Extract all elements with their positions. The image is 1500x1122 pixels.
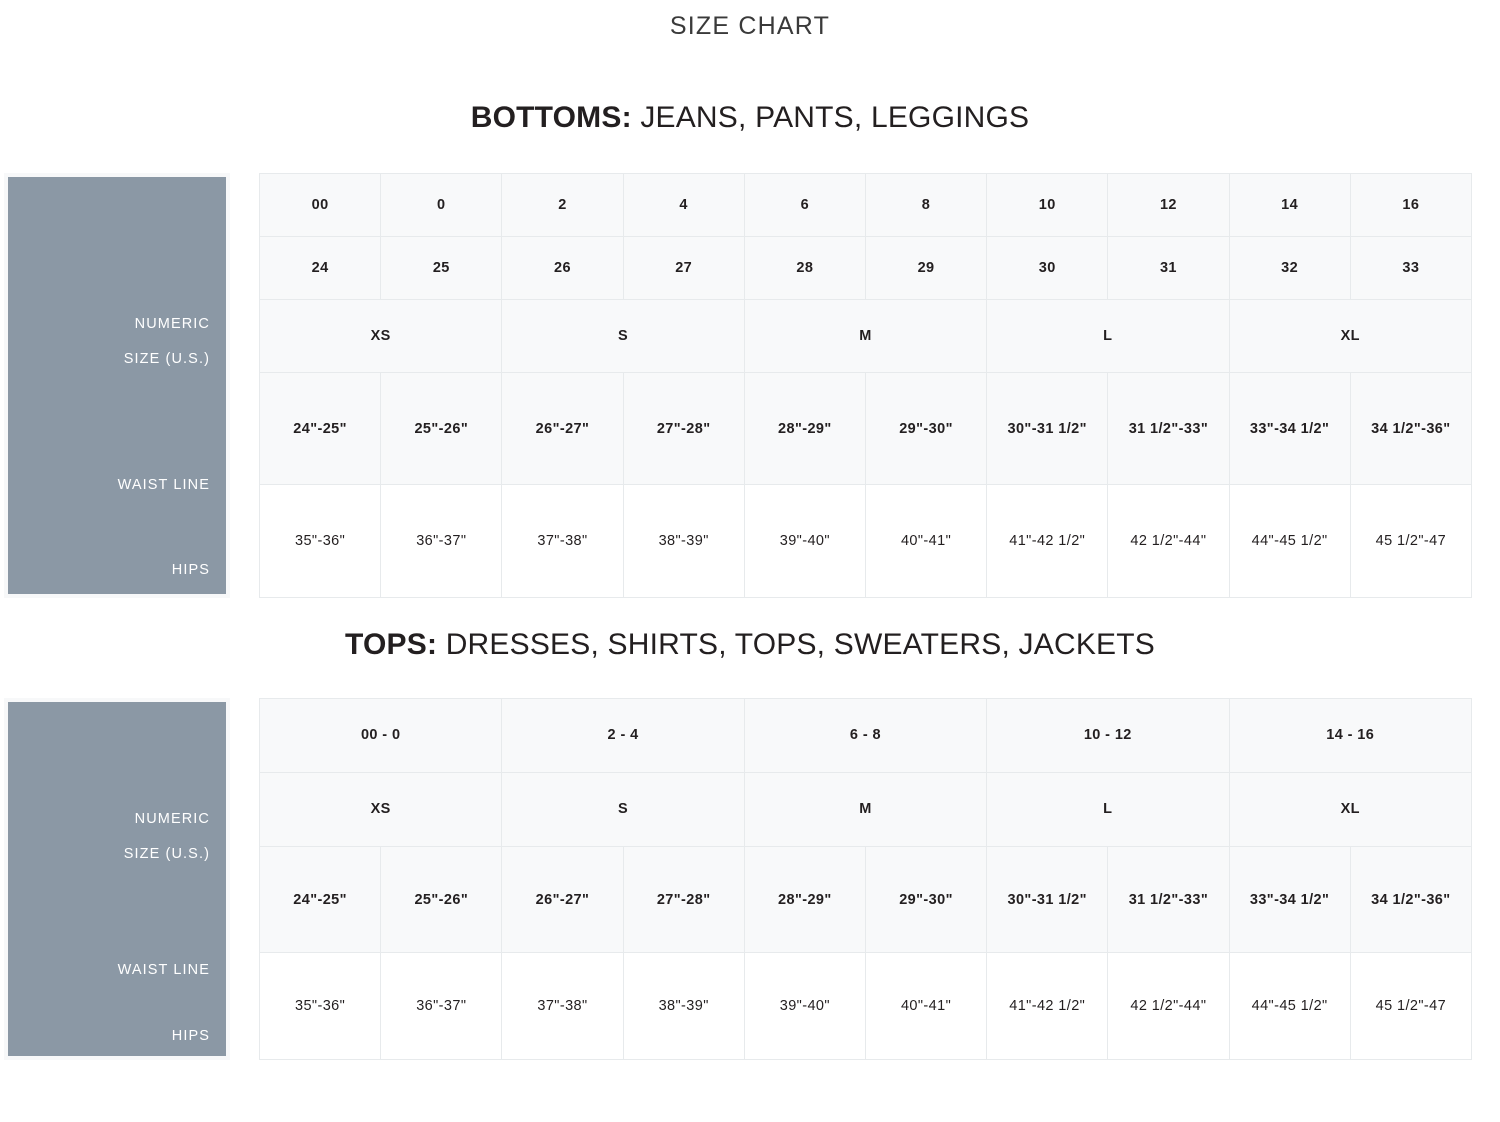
cell-waist: 33"-34 1/2" [1229, 846, 1350, 953]
tops-label-panel-inner [8, 702, 226, 1056]
cell-waist: 24"-25" [260, 373, 381, 485]
cell-numeric-size: 12 [1108, 174, 1229, 237]
cell-numeric-size-alt: 25 [381, 236, 502, 299]
cell-hips: 38"-39" [623, 953, 744, 1060]
cell-hips: 38"-39" [623, 485, 744, 598]
cell-waist: 30"-31 1/2" [987, 373, 1108, 485]
bottoms-label-numeric-line1: NUMERIC [134, 316, 210, 333]
tops-label-numeric [8, 702, 226, 872]
cell-waist: 31 1/2"-33" [1108, 373, 1229, 485]
cell-hips: 39"-40" [744, 485, 865, 598]
table-row [260, 299, 1472, 372]
table-row [260, 846, 1472, 953]
cell-numeric-size: 0 [381, 174, 502, 237]
cell-waist: 28"-29" [744, 846, 865, 953]
cell-numeric-size: 6 - 8 [744, 699, 986, 773]
cell-waist: 31 1/2"-33" [1108, 846, 1229, 953]
bottoms-label-numeric-line2: SIZE (U.S.) [123, 351, 210, 368]
cell-hips: 45 1/2"-47 [1350, 485, 1471, 598]
cell-waist: 30"-31 1/2" [987, 846, 1108, 953]
cell-hips: 37"-38" [502, 953, 623, 1060]
cell-numeric-size: 2 [502, 174, 623, 237]
cell-numeric-size: 10 - 12 [987, 699, 1229, 773]
spacer [0, 41, 1500, 101]
bottoms-section-heading [0, 101, 1500, 135]
table-row [260, 699, 1472, 773]
tops-label-numeric-line1: NUMERIC [134, 811, 210, 828]
cell-hips: 35"-36" [260, 953, 381, 1060]
bottoms-label-waist: WAIST LINE [117, 477, 210, 493]
bottoms-size-table [259, 173, 1472, 598]
cell-waist: 27"-28" [623, 846, 744, 953]
bottoms-label-panel-inner [8, 177, 226, 594]
cell-waist: 27"-28" [623, 373, 744, 485]
cell-waist: 26"-27" [502, 846, 623, 953]
bottoms-label-hips: HIPS [171, 562, 210, 578]
cell-hips: 40"-41" [865, 485, 986, 598]
spacer [0, 598, 1500, 628]
cell-hips: 35"-36" [260, 485, 381, 598]
cell-numeric-size: 14 - 16 [1229, 699, 1472, 773]
cell-numeric-size-alt: 26 [502, 236, 623, 299]
cell-hips: 45 1/2"-47 [1350, 953, 1471, 1060]
table-row [260, 373, 1472, 485]
spacer [0, 135, 1500, 173]
cell-numeric-size: 14 [1229, 174, 1350, 237]
cell-numeric-size: 8 [865, 174, 986, 237]
cell-hips: 36"-37" [381, 953, 502, 1060]
cell-letter-size: XS [260, 772, 502, 846]
cell-numeric-size-alt: 28 [744, 236, 865, 299]
cell-waist: 24"-25" [260, 846, 381, 953]
cell-letter-size: M [744, 299, 986, 372]
cell-waist: 25"-26" [381, 846, 502, 953]
tops-label-waist: WAIST LINE [117, 962, 210, 978]
tops-block [0, 698, 1500, 1060]
bottoms-block [0, 173, 1500, 598]
cell-waist: 29"-30" [865, 846, 986, 953]
tops-heading-strong: TOPS: [345, 628, 438, 661]
cell-hips: 42 1/2"-44" [1108, 485, 1229, 598]
cell-numeric-size-alt: 31 [1108, 236, 1229, 299]
cell-numeric-size: 00 [260, 174, 381, 237]
cell-hips: 41"-42 1/2" [987, 953, 1108, 1060]
table-row [260, 174, 1472, 237]
cell-numeric-size: 6 [744, 174, 865, 237]
cell-letter-size: XS [260, 299, 502, 372]
cell-hips: 44"-45 1/2" [1229, 485, 1350, 598]
cell-numeric-size-alt: 33 [1350, 236, 1471, 299]
spacer [0, 662, 1500, 698]
table-row [260, 236, 1472, 299]
cell-waist: 29"-30" [865, 373, 986, 485]
cell-hips: 42 1/2"-44" [1108, 953, 1229, 1060]
cell-hips: 36"-37" [381, 485, 502, 598]
table-row [260, 953, 1472, 1060]
bottoms-label-panel [4, 173, 230, 598]
tops-label-numeric-line2: SIZE (U.S.) [123, 846, 210, 863]
cell-waist: 28"-29" [744, 373, 865, 485]
cell-letter-size: M [744, 772, 986, 846]
cell-letter-size: S [502, 299, 744, 372]
tops-label-hips: HIPS [171, 1028, 210, 1044]
cell-hips: 39"-40" [744, 953, 865, 1060]
table-row [260, 772, 1472, 846]
page-title: SIZE CHART [669, 12, 831, 40]
cell-numeric-size: 10 [987, 174, 1108, 237]
size-chart-page [0, 8, 1500, 1122]
cell-numeric-size: 00 - 0 [260, 699, 502, 773]
cell-letter-size: L [987, 772, 1229, 846]
cell-waist: 26"-27" [502, 373, 623, 485]
bottoms-label-numeric [8, 177, 226, 377]
tops-section-heading [0, 628, 1500, 662]
cell-numeric-size: 2 - 4 [502, 699, 744, 773]
cell-waist: 34 1/2"-36" [1350, 373, 1471, 485]
table-row [260, 485, 1472, 598]
cell-numeric-size-alt: 29 [865, 236, 986, 299]
cell-letter-size: XL [1229, 299, 1472, 372]
cell-hips: 41"-42 1/2" [987, 485, 1108, 598]
cell-numeric-size: 16 [1350, 174, 1471, 237]
cell-waist: 25"-26" [381, 373, 502, 485]
tops-size-table [259, 698, 1472, 1060]
cell-hips: 40"-41" [865, 953, 986, 1060]
cell-numeric-size-alt: 24 [260, 236, 381, 299]
cell-numeric-size-alt: 32 [1229, 236, 1350, 299]
cell-hips: 37"-38" [502, 485, 623, 598]
cell-letter-size: L [987, 299, 1229, 372]
cell-waist: 34 1/2"-36" [1350, 846, 1471, 953]
bottoms-heading-strong: BOTTOMS: [470, 101, 632, 134]
cell-numeric-size-alt: 30 [987, 236, 1108, 299]
tops-heading-rest: DRESSES, SHIRTS, TOPS, SWEATERS, JACKETS [437, 628, 1155, 661]
cell-hips: 44"-45 1/2" [1229, 953, 1350, 1060]
cell-waist: 33"-34 1/2" [1229, 373, 1350, 485]
tops-label-rows [8, 702, 226, 1056]
tops-label-panel [4, 698, 230, 1060]
cell-numeric-size: 4 [623, 174, 744, 237]
bottoms-heading-rest: JEANS, PANTS, LEGGINGS [631, 101, 1030, 134]
cell-letter-size: S [502, 772, 744, 846]
cell-letter-size: XL [1229, 772, 1472, 846]
cell-numeric-size-alt: 27 [623, 236, 744, 299]
bottoms-label-rows [8, 177, 226, 594]
